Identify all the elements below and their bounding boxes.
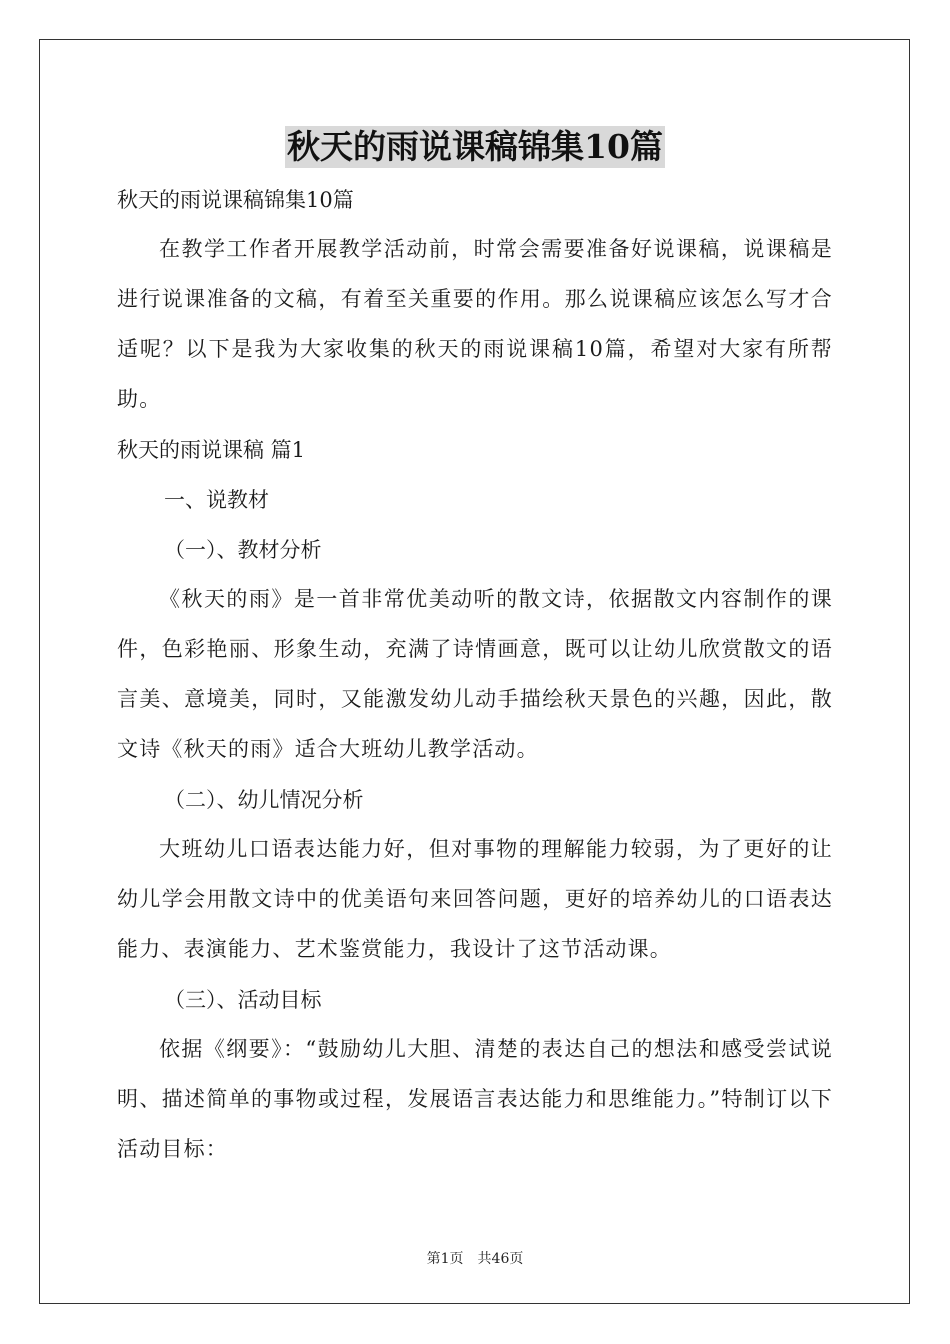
part-heading: 一、说教材	[164, 488, 269, 512]
sub1-heading: （一）、教材分析	[164, 538, 322, 562]
intro-paragraph: 在教学工作者开展教学活动前，时常会需要准备好说课稿，说课稿是进行说课准备的文稿，有着至关重要的作用。那么说课稿应该怎么写才合适呢？以下是我为大家收集的秋天的雨说课稿10篇，希望对大家有所帮助。	[117, 237, 833, 411]
sub2-paragraph: 大班幼儿口语表达能力好，但对事物的理解能力较弱，为了更好的让幼儿学会用散文诗中的优美语句来回答问题，更好的培养幼儿的口语表达能力、表演能力、艺术鉴赏能力，我设计了这节活动课。	[117, 837, 833, 961]
page-total: 共46页	[477, 1251, 524, 1267]
section-heading: 秋天的雨说课稿 篇1	[117, 438, 306, 462]
sub3-heading: （三）、活动目标	[164, 988, 322, 1012]
document-body	[117, 180, 833, 1180]
document-title: 秋天的雨说课稿锦集10篇	[287, 127, 663, 166]
title-area	[0, 126, 950, 168]
document-subtitle: 秋天的雨说课稿锦集10篇	[117, 188, 354, 212]
page-number: 第1页	[426, 1251, 464, 1267]
sub1-paragraph: 《秋天的雨》是一首非常优美动听的散文诗，依据散文内容制作的课件，色彩艳丽、形象生动，充满了诗情画意，既可以让幼儿欣赏散文的语言美、意境美，同时，又能激发幼儿动手描绘秋天景色的兴趣，因此，散文诗《秋天的雨》适合大班幼儿教学活动。	[117, 587, 833, 761]
page-footer	[0, 1248, 950, 1268]
sub3-paragraph: 依据《纲要》：“鼓励幼儿大胆、清楚的表达自己的想法和感受尝试说明、描述简单的事物或过程，发展语言表达能力和思维能力。”特制订以下活动目标：	[117, 1037, 833, 1161]
sub2-heading: （二）、幼儿情况分析	[164, 788, 364, 812]
